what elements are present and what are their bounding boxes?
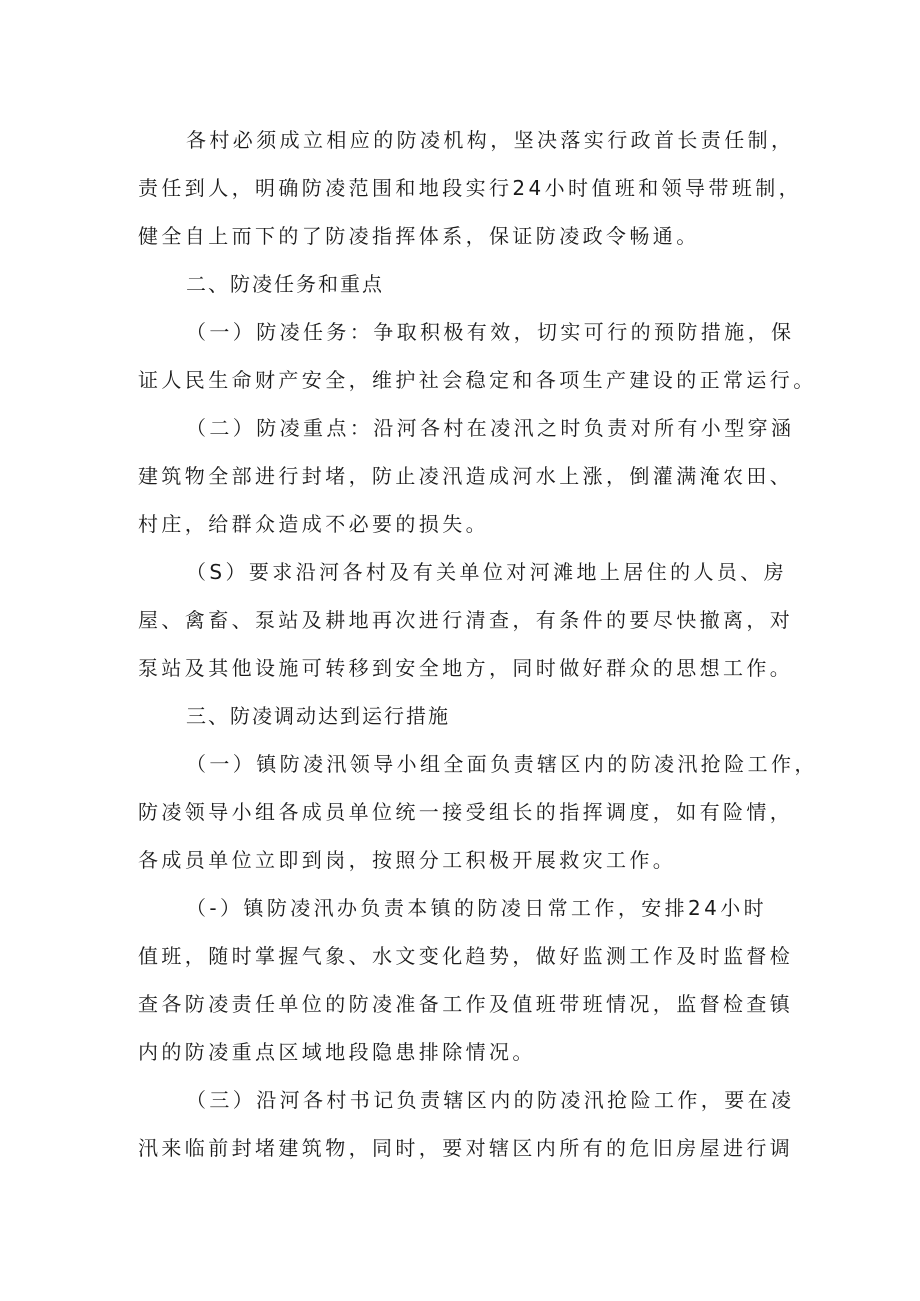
paragraph-line: 防凌领导小组各成员单位统一接受组长的指挥调度，如有险情， [138,800,794,824]
paragraph-line: （二）防凌重点：沿河各村在凌汛之时负责对所有小型穿涵 [186,416,795,440]
paragraph-line: 证人民生命财产安全，维护社会稳定和各项生产建设的正常运行。 [138,368,817,392]
paragraph-line: （三）沿河各村书记负责辖区内的防凌汛抢险工作，要在凌 [186,1088,795,1112]
section-heading: 二、防凌任务和重点 [186,272,384,296]
paragraph-line: 汛来临前封堵建筑物，同时，要对辖区内所有的危旧房屋进行调 [138,1136,794,1160]
paragraph-line: （S）要求沿河各村及有关单位对河滩地上居住的人员、房 [186,560,788,584]
paragraph-line: 村庄，给群众造成不必要的损失。 [138,512,489,536]
paragraph-line: 查各防凌责任单位的防凌准备工作及值班带班情况，监督检查镇 [138,992,794,1016]
paragraph-line: 泵站及其他设施可转移到安全地方，同时做好群众的思想工作。 [138,656,794,680]
paragraph-line: （一）镇防凌汛领导小组全面负责辖区内的防凌汛抢险工作， [186,752,818,776]
paragraph-line: 责任到人，明确防凌范围和地段实行24小时值班和领导带班制， [138,176,803,200]
paragraph-line: 建筑物全部进行封堵，防止凌汛造成河水上涨，倒灌满淹农田、 [138,464,794,488]
paragraph-line: 各成员单位立即到岗，按照分工积极开展救灾工作。 [138,848,677,872]
section-heading: 三、防凌调动达到运行措施 [186,704,450,728]
paragraph-line: （-）镇防凌汛办负责本镇的防凌日常工作，安排24小时 [186,896,768,920]
paragraph-line: 各村必须成立相应的防凌机构，坚决落实行政首长责任制， [186,128,795,152]
paragraph-line: 内的防凌重点区域地段隐患排除情况。 [138,1040,536,1064]
paragraph-line: 值班，随时掌握气象、水文变化趋势，做好监测工作及时监督检 [138,944,794,968]
paragraph-line: 健全自上而下的了防凌指挥体系，保证防凌政令畅通。 [138,224,700,248]
paragraph-line: （一）防凌任务：争取积极有效，切实可行的预防措施，保 [186,320,795,344]
paragraph-line: 屋、禽畜、泵站及耕地再次进行清查，有条件的要尽快撤离，对 [138,608,794,632]
